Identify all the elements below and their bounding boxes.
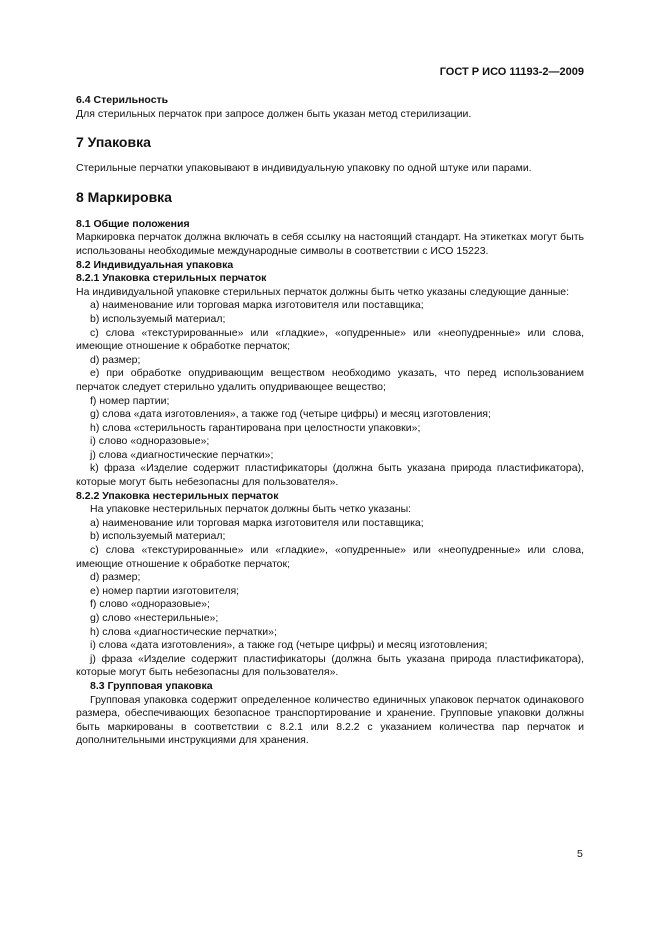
section-8-2-2-title: 8.2.2 Упаковка нестерильных перчаток bbox=[76, 489, 279, 502]
section-6-4-text: Для стерильных перчаток при запросе должен быть указан метод стерилизации. bbox=[76, 107, 472, 120]
list-item: g) слово «нестерильные»; bbox=[90, 612, 219, 624]
list-item: b) используемый материал; bbox=[90, 312, 226, 325]
section-8-2-2-list bbox=[76, 517, 584, 680]
list-item: a) наименование или торговая марка изготовителя или поставщика; bbox=[90, 516, 424, 529]
section-8-3-title: 8.3 Групповая упаковка bbox=[90, 679, 213, 692]
section-6-4-title: 6.4 Стерильность bbox=[76, 94, 169, 106]
section-8-2-1-intro: На индивидуальной упаковке стерильных перчаток должны быть четко указаны следующие данные: bbox=[76, 285, 570, 298]
list-item: e) номер партии изготовителя; bbox=[90, 584, 240, 597]
list-item: a) наименование или торговая марка изготовителя или поставщика; bbox=[90, 299, 424, 312]
list-item: e) при обработке опудривающим веществом необходимо указать, что перед использованием перчаток следует стерильно удалить опудривающее вещество; bbox=[76, 367, 584, 393]
list-item: g) слова «дата изготовления», а также год (четыре цифры) и месяц изготовления; bbox=[90, 408, 491, 421]
page-number: 5 bbox=[577, 848, 583, 860]
section-8-3-text: Групповая упаковка содержит определенное количество единичных упаковок перчаток одинакового размера, обеспечивающих безопасное транспортирование и хранение. Групповые упаковки должны быть маркированы в соответствии с 8.2.1 или 8.2.2 с указанием количества пар перчаток и дополнительными инструкциями для хранения. bbox=[76, 693, 584, 747]
section-8-2-1-list bbox=[76, 299, 584, 489]
section-7-title: 7 Упаковка bbox=[76, 134, 151, 151]
list-item: f) слово «одноразовые»; bbox=[90, 598, 210, 611]
list-item: c) слова «текстурированные» или «гладкие», «опудренные» или «неопудренные» или слова, имеющие отношение к обработке перчаток; bbox=[76, 326, 584, 353]
list-item: d) размер; bbox=[90, 353, 141, 366]
list-item: i) слова «дата изготовления», а также год (четыре цифры) и месяц изготовления; bbox=[90, 639, 488, 652]
list-item: j) слова «диагностические перчатки»; bbox=[90, 448, 274, 461]
list-item: j) фраза «Изделие содержит пластификаторы (должна быть указана природа пластификатора), которые могут быть небезопасны для пользователя». bbox=[76, 652, 584, 679]
section-8-1-title: 8.1 Общие положения bbox=[76, 217, 190, 230]
list-item: h) слова «диагностические перчатки»; bbox=[90, 625, 277, 638]
section-7-text: Стерильные перчатки упаковывают в индивидуальную упаковку по одной штуке или парами. bbox=[76, 162, 532, 175]
section-8-2-2-intro: На упаковке нестерильных перчаток должны быть четко указаны: bbox=[90, 503, 412, 516]
list-item: k) фраза «Изделие содержит пластификаторы (должна быть указана природа пластификатора), которые могут быть небезопасны для пользователя». bbox=[76, 462, 584, 489]
section-8-1-text: Маркировка перчаток должна включать в себя ссылку на настоящий стандарт. На этикетках могут быть использованы необходимые международные символы в соответствии с ИСО 15223. bbox=[76, 231, 584, 257]
list-item: c) слова «текстурированные» или «гладкие», «опудренные» или «неопудренные» или слова, имеющие отношение к обработке перчаток; bbox=[76, 544, 584, 570]
list-item: d) размер; bbox=[90, 571, 141, 584]
section-8-title: 8 Маркировка bbox=[76, 188, 172, 205]
list-item: b) используемый материал; bbox=[90, 530, 226, 543]
section-8-2-title: 8.2 Индивидуальная упаковка bbox=[76, 258, 234, 271]
section-8-2-1-title: 8.2.1 Упаковка стерильных перчаток bbox=[76, 272, 267, 285]
list-item: f) номер партии; bbox=[90, 394, 170, 407]
list-item: i) слово «одноразовые»; bbox=[90, 435, 210, 448]
document-body bbox=[76, 94, 584, 748]
document-header: ГОСТ Р ИСО 11193-2—2009 bbox=[439, 66, 584, 78]
list-item: h) слова «стерильность гарантирована при целостности упаковки»; bbox=[90, 421, 421, 434]
